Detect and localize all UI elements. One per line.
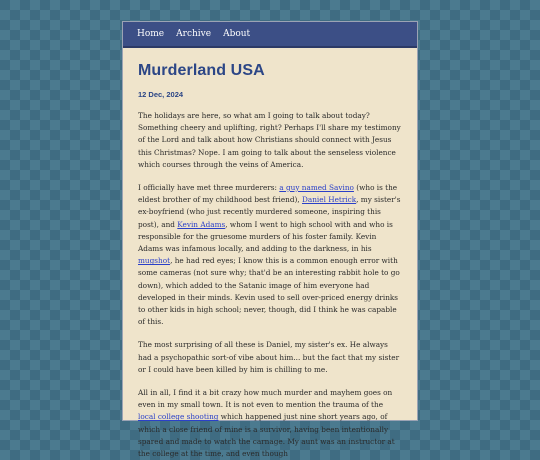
paragraph-4 — [138, 387, 402, 460]
text-segment: , he had red eyes; I know this is a common enough error with some cameras (not sure why; that'd be an interesting rabbit hole to go down), which added to the Satanic image of him everyone had developed in their minds. Kevin used to sell over-priced energy drinks to other kids in high school; never, though, did I think he was capable of this. — [138, 256, 400, 327]
text-segment: , my sister's ex-boyfriend (who just recently murdered someone, inspiring this post), and — [138, 195, 401, 229]
nav-archive-link[interactable]: Archive — [176, 29, 212, 39]
link-kevin-adams[interactable]: Kevin Adams — [177, 219, 226, 229]
text-segment: , whom I went to high school with and who is responsible for the gruesome murders of his foster family. Kevin Adams was infamous locally, and adding to the darkness, in his — [138, 219, 393, 254]
post-content — [123, 48, 417, 460]
text-segment: which happened just nine short years ago, of which a close friend of mine is a survivor, having been intentionally spared and made to watch the carnage. My aunt was an instructor at the college at the time, and even though — [138, 412, 395, 459]
link-daniel-hetrick[interactable]: Daniel Hetrick — [302, 195, 357, 205]
link-savino[interactable]: a guy named Savino — [279, 183, 354, 193]
link-local-college-shooting[interactable]: local college shooting — [138, 412, 219, 422]
top-nav — [123, 22, 417, 48]
post-date: 12 Dec, 2024 — [138, 90, 184, 99]
nav-about-link[interactable]: About — [223, 29, 251, 39]
text-segment: I officially have met three murderers: — [138, 183, 280, 193]
paragraph-2 — [138, 182, 402, 328]
page-container — [122, 21, 418, 459]
paragraph-1: The holidays are here, so what am I going to talk about today? Something cheery and uplifting, right? Perhaps I'll share my testimony of the Lord and talk about how Christians should connect with Jesus this Christmas? Nope. I am going to talk about the senseless violence which courses through the veins of America. — [138, 111, 401, 169]
nav-home-link[interactable]: Home — [137, 29, 165, 39]
link-mugshot[interactable]: mugshot — [138, 256, 171, 266]
text-segment: All in all, I find it a bit crazy how much murder and mayhem goes on even in my small town. It is not even to mention the trauma of the — [138, 388, 393, 410]
paragraph-3: The most surprising of all these is Daniel, my sister's ex. He always had a psychopathic sort-of vibe about him... but the fact that my sister or I could have been killed by him is chilling to me. — [138, 340, 400, 374]
post-title: Murderland USA — [138, 62, 265, 79]
text-segment: (who is the eldest brother of my childhood best friend), — [138, 183, 398, 205]
